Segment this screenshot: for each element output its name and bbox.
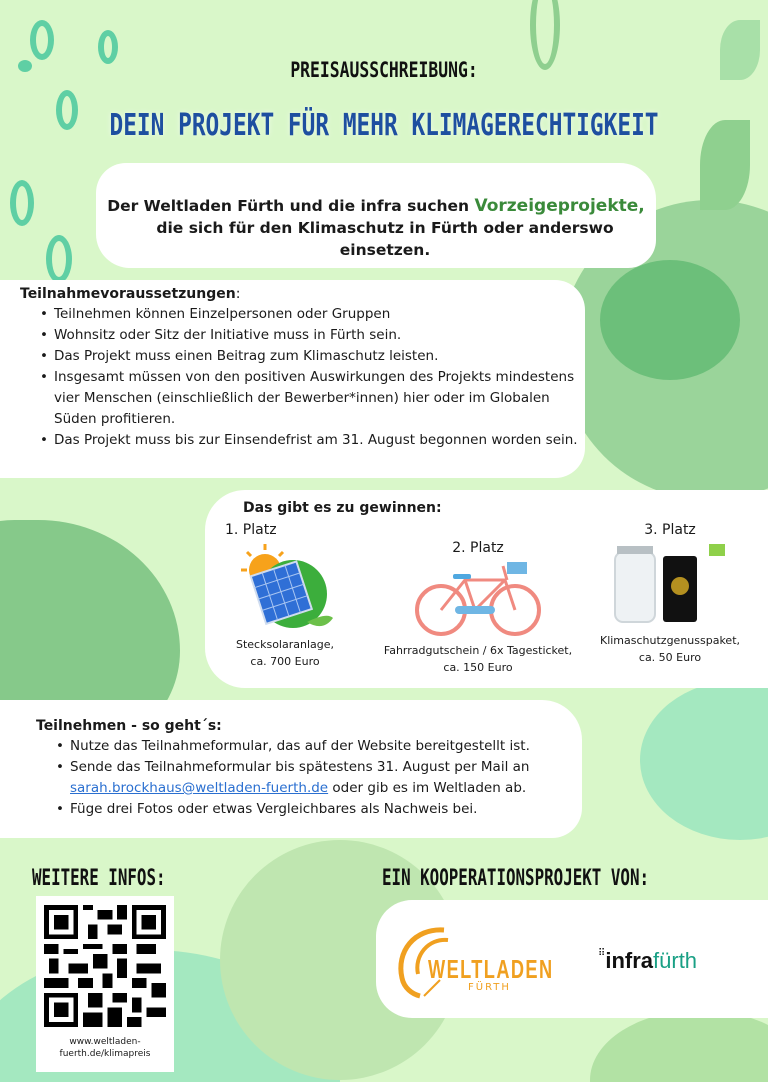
list-item [56, 757, 582, 799]
requirements-card [0, 280, 585, 478]
heading-colon: : [235, 286, 241, 302]
list-item: • Insgesamt müssen von den positiven Auswirkungen des Projekts mindestens vier Menschen (einschließlich der Bewerber*innen) hier oder im Globalen Süden profitieren. [40, 367, 585, 430]
url-line: www.weltladen- [69, 1037, 141, 1047]
requirements-list [40, 304, 585, 451]
email-link[interactable]: sarah.brockhaus@weltladen-fuerth.de [70, 780, 329, 796]
requirements-heading [20, 286, 585, 302]
prize-value: ca. 700 Euro [250, 655, 320, 668]
qr-code-icon[interactable] [44, 904, 166, 1028]
list-item: • Das Projekt muss bis zur Einsendefrist am 31. August begonnen worden sein. [40, 430, 585, 451]
url-line: fuerth.de/klimapreis [59, 1049, 151, 1059]
intro-text: Der Weltladen Fürth und die infra suchen [107, 197, 475, 215]
heading-text: Teilnahmevoraussetzungen [20, 286, 236, 302]
list-text: Sende das Teilnahmeformular bis spätestens 31. August per Mail an [70, 759, 530, 775]
list-item: • Teilnehmen können Einzelpersonen oder Gruppen [40, 304, 585, 325]
list-text: oder gib es im Weltladen ab. [328, 780, 527, 796]
solar-panel-icon [235, 542, 335, 632]
prize-value: ca. 150 Euro [443, 661, 513, 674]
intro-line-2: die sich für den Klimaschutz in Fürth oder anderswo einsetzen. [156, 219, 614, 259]
prize-description: Stecksolaranlage, [235, 638, 335, 651]
jar-and-coffee-icon [605, 542, 735, 628]
prize-1 [215, 522, 355, 670]
prizes-card [205, 490, 768, 688]
pretitle: PREISAUSSCHREIBUNG: [290, 58, 478, 82]
qr-url [44, 1036, 166, 1060]
weltladen-city: FÜRTH [468, 982, 511, 993]
prize-place: 1. Platz [225, 522, 277, 538]
how-to-card [0, 700, 582, 838]
prize-place: 2. Platz [452, 540, 504, 556]
prize-description: Fahrradgutschein / 6x Tagesticket, [383, 644, 573, 657]
how-list [56, 736, 582, 820]
partners-title: EIN KOOPERATIONSPROJEKT VON: [382, 866, 650, 891]
infra-city: fürth [653, 948, 698, 973]
infra-logo[interactable] [598, 948, 697, 974]
highlight-text: Vorzeigeprojekte, [474, 196, 645, 216]
prizes-heading: Das gibt es zu gewinnen: [243, 500, 442, 516]
list-item: • Das Projekt muss einen Beitrag zum Klimaschutz leisten. [40, 346, 585, 367]
partners-card [376, 900, 768, 1018]
infra-dots-icon: ⠿ [598, 948, 606, 959]
prize-place: 3. Platz [644, 522, 696, 538]
intro-card [96, 163, 656, 268]
prize-value: ca. 50 Euro [638, 651, 702, 664]
more-info-title: WEITERE INFOS: [32, 866, 166, 891]
list-item: • Wohnsitz oder Sitz der Initiative muss in Fürth sein. [40, 325, 585, 346]
how-heading: Teilnehmen - so geht´s: [36, 718, 222, 734]
weltladen-logo[interactable]: WELTLADEN [428, 954, 554, 984]
qr-card[interactable] [36, 896, 174, 1072]
prize-description: Klimaschutzgenusspaket, [599, 634, 741, 647]
prize-3 [595, 522, 745, 666]
list-item: • Nutze das Teilnahmeformular, das auf der Website bereitgestellt ist. [56, 736, 582, 757]
prize-2 [373, 540, 583, 676]
page-title: DEIN PROJEKT FÜR MEHR KLIMAGERECHTIGKEIT [109, 108, 659, 143]
bicycle-icon [413, 558, 543, 638]
list-item: • Füge drei Fotos oder etwas Vergleichbares als Nachweis bei. [56, 799, 582, 820]
infra-text: infra [605, 948, 654, 973]
intro-line-1 [96, 195, 656, 217]
